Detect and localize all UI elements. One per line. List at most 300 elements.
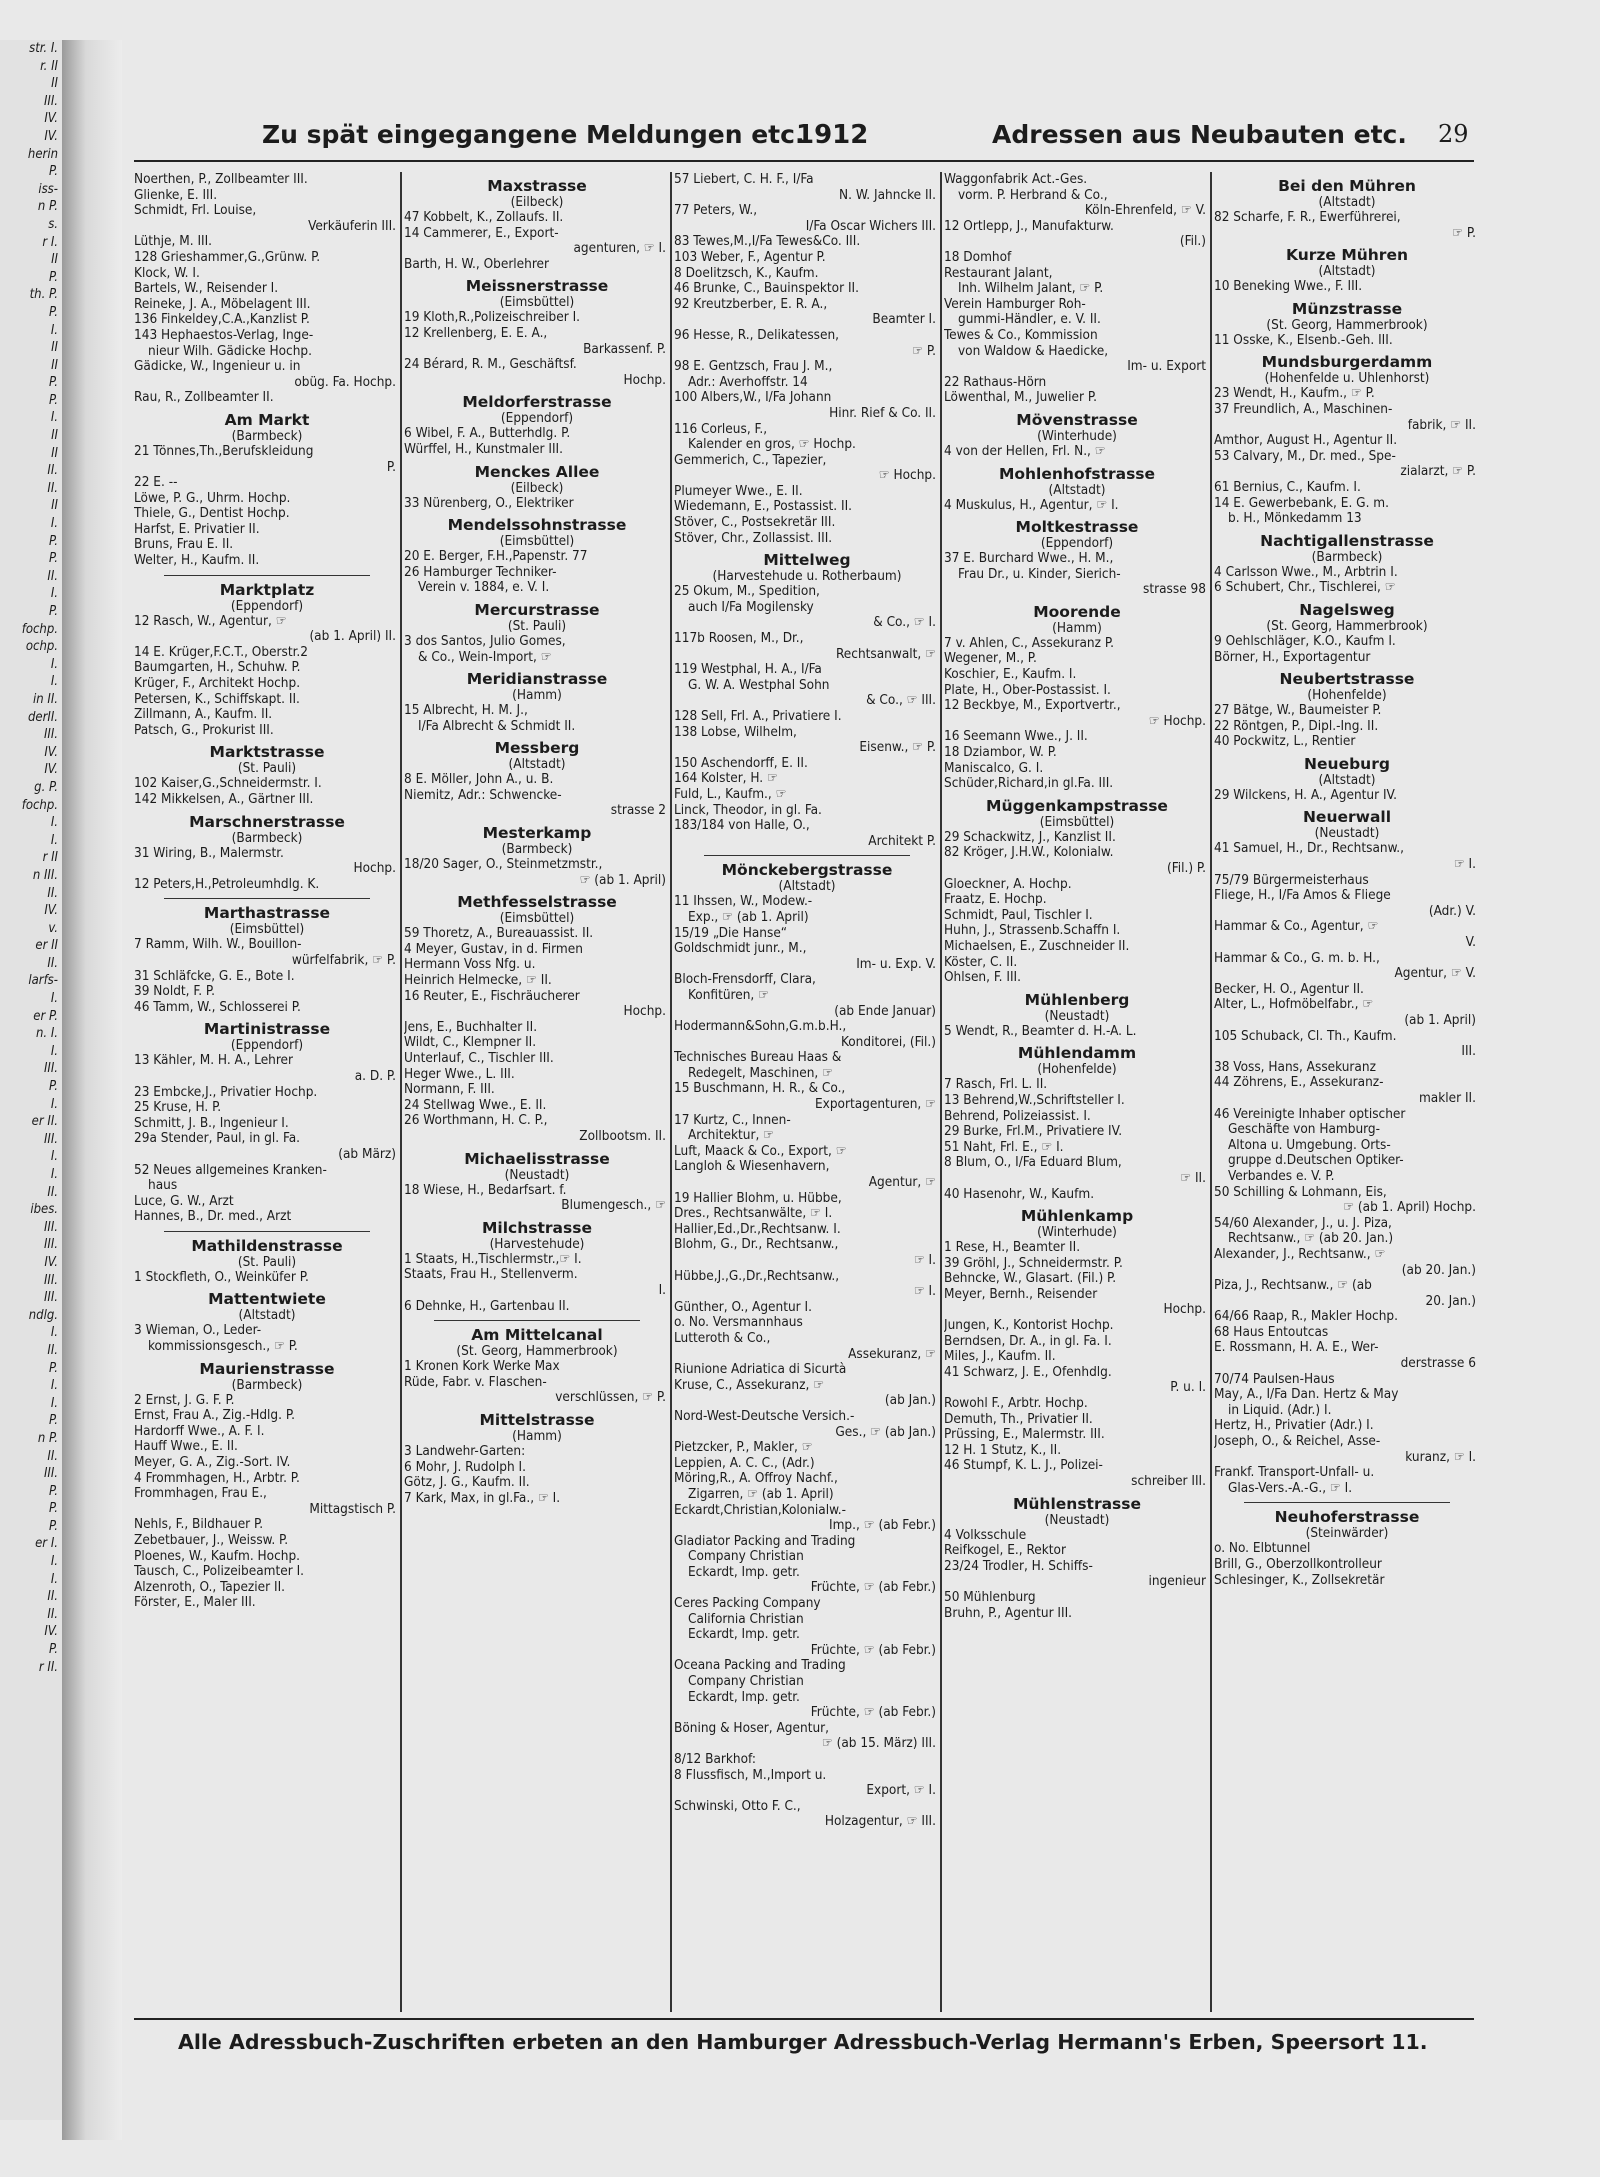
- directory-entry: 52 Neues allgemeines Kranken-: [134, 1162, 327, 1178]
- street-heading: Neubertstrasse: [1279, 670, 1415, 689]
- prev-page-fragment: str. I.: [29, 41, 58, 56]
- directory-entry: Köln-Ehrenfeld, ☞ V.: [1084, 203, 1206, 219]
- prev-page-fragment: P.: [49, 269, 58, 285]
- prev-page-fragment: II.: [47, 463, 58, 479]
- district-label: (Altstadt): [238, 1307, 296, 1324]
- directory-entry: Mittagstisch P.: [309, 1501, 396, 1517]
- directory-entry: zialarzt, ☞ P.: [1400, 464, 1476, 480]
- footer-notice: Alle Adressbuch-Zuschriften erbeten an den Hamburger Adressbuch-Verlag Hermann's Erben, Speersort 11.: [178, 2030, 1428, 2054]
- directory-entry: Schmitt, J. B., Ingenieur I.: [134, 1115, 289, 1131]
- prev-page-fragment: I.: [50, 832, 58, 848]
- directory-entry: 38 Voss, Hans, Assekuranz: [1214, 1059, 1376, 1075]
- directory-entry: 44 Zöhrens, E., Assekuranz-: [1214, 1075, 1384, 1091]
- directory-entry: Alzenroth, O., Tapezier II.: [134, 1579, 285, 1595]
- directory-entry: 19 Kloth,R.,Polizeischreiber I.: [404, 310, 581, 326]
- prev-page-fragment: P.: [49, 375, 58, 391]
- directory-entry: Holzagentur, ☞ III.: [824, 1814, 936, 1830]
- directory-entry: Konditorei, (Fil.): [840, 1034, 936, 1050]
- district-label: (Barmbeck): [231, 427, 303, 444]
- directory-entry: Berndsen, Dr. A., in gl. Fa. I.: [944, 1333, 1112, 1349]
- directory-entry: Geschäfte von Hamburg-: [1228, 1122, 1381, 1138]
- directory-entry: Brill, G., Oberzollkontrolleur: [1214, 1557, 1382, 1572]
- directory-entry: Dres., Rechtsanwälte, ☞ I.: [674, 1206, 833, 1222]
- directory-entry: Ernst, Frau A., Zig.-Hdlg. P.: [134, 1408, 295, 1424]
- district-label: (Eppendorf): [230, 597, 304, 614]
- directory-entry: kommissionsgesch., ☞ P.: [148, 1339, 298, 1355]
- directory-entry: 136 Finkeldey,C.A.,Kanzlist P.: [134, 312, 310, 328]
- street-heading: Messberg: [494, 739, 580, 758]
- directory-entry: Börner, H., Exportagentur: [1214, 649, 1371, 665]
- directory-entry: Restaurant Jalant,: [944, 265, 1053, 281]
- directory-entry: Bloch-Frensdorff, Clara,: [674, 972, 816, 988]
- directory-entry: Blumengesch., ☞: [561, 1198, 666, 1214]
- directory-entry: 24 Bérard, R. M., Geschäftsf.: [404, 357, 577, 373]
- directory-entry: 46 Vereinigte Inhaber optischer: [1214, 1106, 1406, 1122]
- prev-page-fragment: II.: [47, 1606, 58, 1622]
- directory-entry: 12 Krellenberg, E. E. A.,: [404, 325, 548, 341]
- directory-entry: Eckardt, Imp. getr.: [688, 1564, 800, 1580]
- directory-entry: Hermann Voss Nfg. u.: [404, 957, 536, 973]
- directory-entry: 22 Rathaus-Hörn: [944, 374, 1047, 390]
- street-heading: Müggenkampstrasse: [986, 796, 1168, 815]
- directory-entry: 47 Kobbelt, K., Zollaufs. II.: [404, 210, 564, 225]
- district-label: (Neustadt): [1044, 1511, 1110, 1528]
- directory-entry: 23 Embcke,J., Privatier Hochp.: [134, 1084, 318, 1100]
- directory-entry: Eisenw., ☞ P.: [859, 740, 936, 756]
- directory-entry: Zollbootsm. II.: [579, 1128, 666, 1144]
- street-heading: Nachtigallenstrasse: [1260, 531, 1434, 550]
- directory-entry: 20 E. Berger, F.H.,Papenstr. 77: [404, 549, 588, 565]
- directory-entry: 41 Samuel, H., Dr., Rechtsanw.,: [1214, 841, 1405, 857]
- directory-entry: May, A., I/Fa Dan. Hertz & May: [1214, 1387, 1399, 1403]
- street-heading: Moltkestrasse: [1015, 518, 1139, 537]
- prev-page-fragment: ndlg.: [28, 1307, 58, 1323]
- directory-entry: Piza, J., Rechtsanw., ☞ (ab: [1214, 1278, 1372, 1294]
- directory-entry: 21 Tönnes,Th.,Berufskleidung: [134, 443, 314, 459]
- directory-entry: Ges., ☞ (ab Jan.): [835, 1424, 936, 1440]
- prev-page-fragment: II.: [47, 480, 58, 496]
- street-heading: Marktplatz: [219, 580, 315, 599]
- directory-entry: Köster, C. II.: [944, 954, 1018, 970]
- directory-entry: Jens, E., Buchhalter II.: [404, 1019, 538, 1035]
- directory-entry: Meyer, G. A., Zig.-Sort. IV.: [134, 1455, 291, 1471]
- directory-entry: 24 Stellwag Wwe., E. II.: [404, 1097, 547, 1113]
- directory-entry: Heinrich Helmecke, ☞ II.: [404, 973, 552, 989]
- directory-entry: 3 Wieman, O., Leder-: [134, 1323, 262, 1339]
- directory-entry: 92 Kreutzberber, E. R. A.,: [674, 296, 828, 312]
- directory-entry: 3 dos Santos, Julio Gomes,: [404, 633, 566, 649]
- directory-entry: 15 Albrecht, H. M. J.,: [404, 703, 528, 719]
- prev-page-fragment: P.: [49, 533, 58, 549]
- street-heading: Martinistrasse: [203, 1020, 331, 1039]
- directory-entry: 31 Wiring, B., Malermstr.: [134, 845, 284, 861]
- directory-entry: Unterlauf, C., Tischler III.: [404, 1051, 554, 1066]
- street-heading: Menckes Allee: [474, 462, 600, 481]
- directory-entry: Hochp.: [353, 861, 396, 877]
- prev-page-fragment: I.: [50, 586, 58, 602]
- directory-page: [128, 88, 1576, 2148]
- directory-entry: ☞ I.: [913, 1253, 936, 1268]
- prev-page-fragment: r I.: [42, 234, 58, 250]
- district-label: (Harvestehude u. Rotherbaum): [712, 568, 902, 585]
- header-left-title: Zu spät eingegangene Meldungen etc.: [262, 120, 805, 149]
- prev-page-fragment: P.: [49, 551, 58, 567]
- prev-page-fragment: fochp.: [21, 621, 58, 637]
- prev-page-fragment: III.: [43, 1131, 58, 1147]
- header-right-title: Adressen aus Neubauten etc.: [992, 120, 1407, 149]
- directory-entry: fabrik, ☞ II.: [1407, 417, 1476, 433]
- column-2: [404, 172, 670, 2012]
- street-heading: Meldorferstrasse: [462, 393, 612, 412]
- directory-entry: Architekt P.: [868, 833, 936, 849]
- directory-entry: (Adr.) V.: [1428, 903, 1476, 919]
- directory-entry: 23 Wendt, H., Kaufm., ☞ P.: [1214, 386, 1375, 402]
- prev-page-fragment: I.: [50, 1167, 58, 1182]
- directory-entry: 14 Cammerer, E., Export-: [404, 225, 559, 241]
- directory-entry: Zigarren, ☞ (ab 1. April): [688, 1486, 834, 1502]
- directory-entry: 16 Reuter, E., Fischräucherer: [404, 988, 580, 1004]
- directory-entry: 68 Haus Entoutcas: [1214, 1324, 1329, 1340]
- directory-entry: Huhn, J., Strassenb.Schaffn I.: [944, 923, 1121, 939]
- directory-entry: Alter, L., Hofmöbelfabr., ☞: [1214, 997, 1374, 1013]
- directory-entry: Amthor, August H., Agentur II.: [1214, 433, 1398, 449]
- directory-entry: 7 Rasch, Frl. L. II.: [944, 1077, 1048, 1093]
- directory-entry: ☞ I.: [1453, 857, 1476, 873]
- directory-entry: 75/79 Bürgermeisterhaus: [1214, 872, 1369, 888]
- directory-entry: 102 Kaiser,G.,Schneidermstr. I.: [134, 776, 322, 792]
- directory-entry: Hochp.: [1163, 1302, 1206, 1318]
- directory-entry: Adr.: Averhoffstr. 14: [688, 374, 808, 390]
- prev-page-fragment: IV.: [44, 903, 58, 919]
- district-label: (Barmbeck): [501, 841, 573, 858]
- prev-page-fragment: I.: [50, 410, 58, 426]
- prev-page-fragment: I.: [50, 322, 58, 338]
- district-label: (Altstadt): [778, 878, 836, 895]
- column-divider: [400, 172, 402, 2012]
- directory-entry: Exp., ☞ (ab 1. April): [688, 909, 809, 925]
- district-label: (Eilbeck): [510, 479, 564, 496]
- directory-entry: Hardorff Wwe., A. F. I.: [134, 1423, 265, 1439]
- directory-entry: Schmidt, Paul, Tischler I.: [944, 907, 1093, 923]
- district-label: (Eimsbüttel): [229, 921, 305, 938]
- directory-entry: ☞ P.: [1452, 225, 1476, 241]
- directory-entry: Gädicke, W., Ingenieur u. in: [134, 359, 301, 375]
- directory-entry: 8 E. Möller, John A., u. B.: [404, 772, 554, 788]
- directory-entry: Assekuranz, ☞: [848, 1346, 936, 1362]
- directory-entry: (ab März): [338, 1146, 396, 1162]
- directory-entry: 46 Stumpf, K. L. J., Polizei-: [944, 1458, 1103, 1474]
- directory-entry: 7 Kark, Max, in gl.Fa., ☞ I.: [404, 1490, 561, 1506]
- directory-entry: Im- u. Exp. V.: [856, 956, 936, 972]
- prev-page-fragment: II: [51, 340, 58, 356]
- directory-entry: Fraatz, E. Hochp.: [944, 892, 1047, 908]
- directory-entry: Normann, F. III.: [404, 1082, 495, 1098]
- directory-entry: 20. Jan.): [1425, 1293, 1476, 1309]
- directory-entry: (ab 1. April) II.: [309, 629, 396, 645]
- street-heading: Michaelisstrasse: [464, 1149, 610, 1168]
- directory-entry: Meyer, Bernh., Reisender: [944, 1286, 1098, 1302]
- district-label: (Altstadt): [1318, 771, 1376, 788]
- directory-entry: ☞ (ab 1. April) Hochp.: [1343, 1200, 1476, 1216]
- prev-page-fragment: derII.: [27, 709, 58, 725]
- directory-entry: Baumgarten, H., Schuhw. P.: [134, 660, 301, 676]
- directory-entry: Fuld, L., Kaufm., ☞: [674, 786, 787, 802]
- header-rule: [134, 160, 1474, 162]
- prev-page-fragment: III.: [43, 93, 58, 109]
- directory-entry: Gloeckner, A. Hochp.: [944, 876, 1072, 892]
- directory-entry: & Co., Wein-Import, ☞: [418, 649, 552, 665]
- street-heading: Mundsburgerdamm: [1261, 353, 1433, 372]
- directory-entry: 4 Carlsson Wwe., M., Arbtrin I.: [1214, 564, 1398, 580]
- directory-entry: 50 Schilling & Lohmann, Eis,: [1214, 1184, 1387, 1200]
- street-heading: Maurienstrasse: [199, 1359, 335, 1378]
- directory-entry: 142 Mikkelsen, A., Gärtner III.: [134, 792, 314, 807]
- directory-columns: [128, 172, 1476, 2012]
- directory-entry: Staats, Frau H., Stellenverm.: [404, 1267, 578, 1283]
- street-heading: Mercurstrasse: [474, 600, 600, 619]
- directory-entry: Hinr. Rief & Co. II.: [829, 405, 936, 421]
- directory-entry: Eckardt, Imp. getr.: [688, 1627, 800, 1643]
- street-heading: Mohlenhofstrasse: [998, 464, 1156, 483]
- directory-entry: Koschier, E., Kaufm. I.: [944, 667, 1077, 683]
- directory-entry: 119 Westphal, H. A., I/Fa: [674, 662, 822, 678]
- directory-entry: Reineke, J. A., Möbelagent III.: [134, 296, 311, 312]
- directory-entry: 31 Schläfcke, G. E., Bote I.: [134, 968, 295, 984]
- district-label: (Barmbeck): [1311, 548, 1383, 565]
- district-label: (Harvestehude): [489, 1235, 585, 1252]
- street-heading: Marschnerstrasse: [189, 812, 345, 831]
- directory-entry: 18 Domhof: [944, 249, 1012, 265]
- directory-entry: haus: [148, 1178, 178, 1194]
- district-label: (Altstadt): [1318, 194, 1376, 210]
- directory-entry: Verein v. 1884, e. V. I.: [418, 580, 550, 596]
- directory-entry: kuranz, ☞ I.: [1405, 1449, 1476, 1465]
- directory-entry: 8 Flussfisch, M.,Import u.: [674, 1767, 827, 1783]
- directory-entry: Fliege, H., I/Fa Amos & Fliege: [1214, 888, 1391, 904]
- directory-entry: 13 Kähler, M. H. A., Lehrer: [134, 1053, 294, 1069]
- column-5: [1214, 172, 1480, 2012]
- prev-page-fragment: I.: [50, 1395, 58, 1411]
- directory-entry: ☞ (ab 1. April): [579, 872, 666, 888]
- directory-entry: o. No. Versmannhaus: [674, 1315, 803, 1331]
- page-number: 29: [1438, 120, 1469, 148]
- directory-entry: 6 Schubert, Chr., Tischlerei, ☞: [1214, 580, 1396, 596]
- prev-page-fragment: s.: [48, 216, 58, 232]
- directory-entry: ☞ P.: [912, 343, 936, 359]
- street-heading: Neuhoferstrasse: [1274, 1508, 1420, 1527]
- directory-entry: 46 Tamm, W., Schlosserei P.: [134, 999, 301, 1015]
- directory-entry: Becker, H. O., Agentur II.: [1214, 981, 1364, 997]
- directory-entry: 46 Brunke, C., Bauinspektor II.: [674, 281, 859, 297]
- directory-entry: N. W. Jahncke II.: [839, 187, 936, 203]
- district-label: (Eimsbüttel): [499, 294, 575, 311]
- prev-page-fragment: IV.: [44, 128, 58, 144]
- directory-entry: Hauff Wwe., E. II.: [134, 1439, 238, 1455]
- street-heading: Milchstrasse: [482, 1218, 592, 1237]
- directory-entry: Harfst, E. Privatier II.: [134, 521, 260, 537]
- column-divider: [670, 172, 672, 2012]
- directory-entry: 7 Ramm, Wilh. W., Bouillon-: [134, 937, 302, 953]
- district-label: (Hamm): [1052, 619, 1102, 636]
- directory-entry: Goldschmidt junr., M.,: [674, 941, 807, 957]
- column-3: [674, 172, 940, 2012]
- directory-entry: verschlüssen, ☞ P.: [555, 1390, 666, 1406]
- directory-entry: Förster, E., Maler III.: [134, 1595, 256, 1611]
- directory-entry: Demuth, Th., Privatier II.: [944, 1411, 1093, 1427]
- directory-entry: Langloh & Wiesenhavern,: [674, 1159, 830, 1175]
- street-heading: Am Mittelcanal: [471, 1326, 603, 1345]
- directory-entry: Company Christian: [688, 1674, 804, 1690]
- directory-entry: 14 E. Gewerbebank, E. G. m.: [1214, 495, 1389, 511]
- directory-entry: Eckardt, Imp. getr.: [688, 1689, 800, 1705]
- directory-entry: Plumeyer Wwe., E. II.: [674, 483, 803, 499]
- directory-entry: Lüthje, M. III.: [134, 234, 213, 250]
- directory-entry: Architektur, ☞: [688, 1128, 775, 1144]
- directory-entry: 7 v. Ahlen, C., Assekuranz P.: [944, 635, 1114, 651]
- prev-page-fragment: P.: [49, 604, 58, 619]
- district-label: (Eimsbüttel): [499, 533, 575, 550]
- directory-entry: P.: [386, 459, 396, 475]
- directory-entry: Agentur, ☞ V.: [1394, 966, 1476, 982]
- directory-entry: Bruhn, P., Agentur III.: [944, 1605, 1073, 1621]
- directory-entry: 15/19 „Die Hanse“: [674, 925, 788, 941]
- directory-entry: Waggonfabrik Act.-Ges.: [944, 172, 1088, 187]
- directory-entry: 5 Wendt, R., Beamter d. H.-A. L.: [944, 1023, 1137, 1039]
- street-heading: Mittelweg: [763, 551, 851, 570]
- directory-entry: würfelfabrik, ☞ P.: [291, 952, 396, 968]
- directory-entry: Hertz, H., Privatier (Adr.) I.: [1214, 1418, 1374, 1434]
- directory-entry: Nord-West-Deutsche Versich.-: [674, 1408, 855, 1424]
- directory-entry: Götz, J. G., Kaufm. II.: [404, 1475, 530, 1491]
- header-year: 1912: [796, 120, 869, 150]
- directory-entry: E. Rossmann, H. A. E., Wer-: [1214, 1340, 1379, 1356]
- directory-entry: 22 Röntgen, P., Dipl.-Ing. II.: [1214, 718, 1379, 734]
- directory-entry: Möring,R., A. Offroy Nachf.,: [674, 1471, 838, 1487]
- street-heading: Marthastrasse: [203, 904, 331, 923]
- directory-entry: Wegener, M., P.: [944, 651, 1037, 667]
- directory-entry: 27 Bätge, W., Baumeister P.: [1214, 703, 1382, 719]
- prev-page-fragment: P.: [49, 392, 58, 408]
- directory-entry: 59 Thoretz, A., Bureauassist. II.: [404, 926, 594, 942]
- prev-page-fragment: II.: [47, 1448, 58, 1464]
- street-heading: Mühlenkamp: [1020, 1207, 1134, 1226]
- prev-page-fragment: III.: [43, 727, 58, 743]
- district-label: (St. Georg, Hammerbrook): [1266, 316, 1428, 333]
- directory-entry: 54/60 Alexander, J., u. J. Piza,: [1214, 1215, 1392, 1231]
- directory-entry: Behrend, Polizeiassist. I.: [944, 1108, 1091, 1124]
- column-divider: [1210, 172, 1212, 2012]
- prev-page-fragment: IV.: [44, 1624, 58, 1640]
- prev-page-fragment: IV.: [44, 762, 58, 778]
- directory-entry: Hochp.: [623, 1004, 666, 1020]
- directory-entry: 37 Freundlich, A., Maschinen-: [1214, 401, 1393, 417]
- directory-entry: 128 Sell, Frl. A., Privatiere I.: [674, 709, 842, 724]
- directory-entry: 26 Hamburger Techniker-: [404, 564, 557, 580]
- directory-entry: Glienke, E. III.: [134, 187, 218, 203]
- directory-entry: 4 von der Hellen, Frl. N., ☞: [944, 443, 1106, 459]
- directory-entry: Hammar & Co., G. m. b. H.,: [1214, 950, 1380, 966]
- district-label: (Eilbeck): [510, 194, 564, 210]
- district-label: (Eimsbüttel): [499, 910, 575, 927]
- directory-entry: Redegelt, Maschinen, ☞: [688, 1065, 834, 1081]
- prev-page-fragment: III.: [43, 1061, 58, 1077]
- street-heading: Mattentwiete: [208, 1290, 326, 1309]
- directory-entry: 64/66 Raap, R., Makler Hochp.: [1214, 1309, 1398, 1325]
- prev-page-fragment: n III.: [32, 867, 58, 883]
- directory-entry: 6 Dehnke, H., Gartenbau II.: [404, 1298, 570, 1314]
- directory-entry: Joseph, O., & Reichel, Asse-: [1214, 1434, 1381, 1450]
- directory-entry: Verein Hamburger Roh-: [944, 296, 1086, 312]
- directory-entry: Früchte, ☞ (ab Febr.): [810, 1705, 936, 1721]
- prev-page-fragment: r II.: [38, 1659, 58, 1675]
- column-4: [944, 172, 1210, 2012]
- directory-entry: 18 Wiese, H., Bedarfsart. f.: [404, 1182, 567, 1198]
- directory-entry: 13 Behrend,W.,Schriftsteller I.: [944, 1092, 1125, 1108]
- prev-page-fragment: I.: [50, 656, 58, 672]
- directory-entry: Riunione Adriatica di Sicurtà: [674, 1362, 847, 1378]
- directory-entry: 8/12 Barkhof:: [674, 1752, 756, 1767]
- prev-page-fragment: III.: [43, 1237, 58, 1253]
- prev-page-fragment: II.: [47, 955, 58, 971]
- prev-page-fragment: I.: [50, 815, 58, 831]
- prev-page-fragment: II.: [47, 885, 58, 901]
- prev-page-fragment: P.: [49, 1079, 58, 1095]
- directory-entry: 22 E. --: [134, 475, 178, 491]
- directory-entry: Luft, Maack & Co., Export, ☞: [674, 1143, 847, 1159]
- directory-entry: 8 Blum, O., I/Fa Eduard Blum,: [944, 1155, 1122, 1171]
- street-heading: Neueburg: [1304, 754, 1390, 773]
- directory-entry: 1 Rese, H., Beamter II.: [944, 1240, 1081, 1256]
- directory-entry: ingenieur: [1148, 1574, 1206, 1590]
- directory-entry: 11 Ihssen, W., Modew.-: [674, 894, 813, 910]
- section-divider: [164, 575, 370, 576]
- street-heading: Kurze Mühren: [1285, 246, 1409, 265]
- district-label: (St. Pauli): [507, 617, 567, 634]
- directory-entry: Petersen, K., Schiffskapt. II.: [134, 691, 300, 707]
- prev-page-fragment: P.: [49, 1501, 58, 1517]
- directory-entry: Welter, H., Kaufm. II.: [134, 553, 260, 569]
- street-heading: Mesterkamp: [482, 824, 592, 843]
- directory-entry: Gemmerich, C., Tapezier,: [674, 452, 827, 468]
- prev-page-fragment: I.: [50, 1096, 58, 1112]
- directory-entry: 51 Naht, Frl. E., ☞ I.: [944, 1139, 1064, 1155]
- directory-entry: 50 Mühlenburg: [944, 1589, 1036, 1605]
- directory-entry: 138 Lobse, Wilhelm,: [674, 724, 797, 740]
- directory-entry: Schüder,Richard,in gl.Fa. III.: [944, 776, 1114, 792]
- directory-entry: Exportagenturen, ☞: [814, 1097, 936, 1113]
- prev-page-fragment: II: [51, 76, 58, 92]
- directory-entry: 183/184 von Halle, O.,: [674, 818, 810, 834]
- column-1: [134, 172, 400, 2012]
- directory-entry: 40 Hasenohr, W., Kaufm.: [944, 1186, 1095, 1202]
- prev-page-fragment: IV.: [44, 1254, 58, 1270]
- district-label: (Hohenfelde): [1307, 687, 1387, 704]
- directory-entry: Günther, O., Agentur I.: [674, 1299, 812, 1315]
- directory-entry: Hodermann&Sohn,G.m.b.H.,: [674, 1019, 847, 1035]
- directory-entry: 105 Schuback, Cl. Th., Kaufm.: [1214, 1028, 1397, 1044]
- directory-entry: 23/24 Trodler, H. Schiffs-: [944, 1558, 1093, 1574]
- directory-entry: Hübbe,J.,G.,Dr.,Rechtsanw.,: [674, 1268, 840, 1284]
- prev-page-fragment: iss-: [38, 181, 58, 197]
- prev-page-fragment: r II: [42, 850, 58, 866]
- district-label: (Winterhude): [1037, 1224, 1117, 1241]
- prev-page-fragment: III.: [43, 1272, 58, 1288]
- street-heading: Methfesselstrasse: [457, 893, 617, 912]
- directory-entry: Behncke, W., Glasart. (Fil.) P.: [944, 1271, 1117, 1287]
- directory-entry: Nehls, F., Bildhauer P.: [134, 1517, 264, 1533]
- directory-entry: agenturen, ☞ I.: [573, 241, 666, 257]
- directory-entry: V.: [1465, 935, 1476, 951]
